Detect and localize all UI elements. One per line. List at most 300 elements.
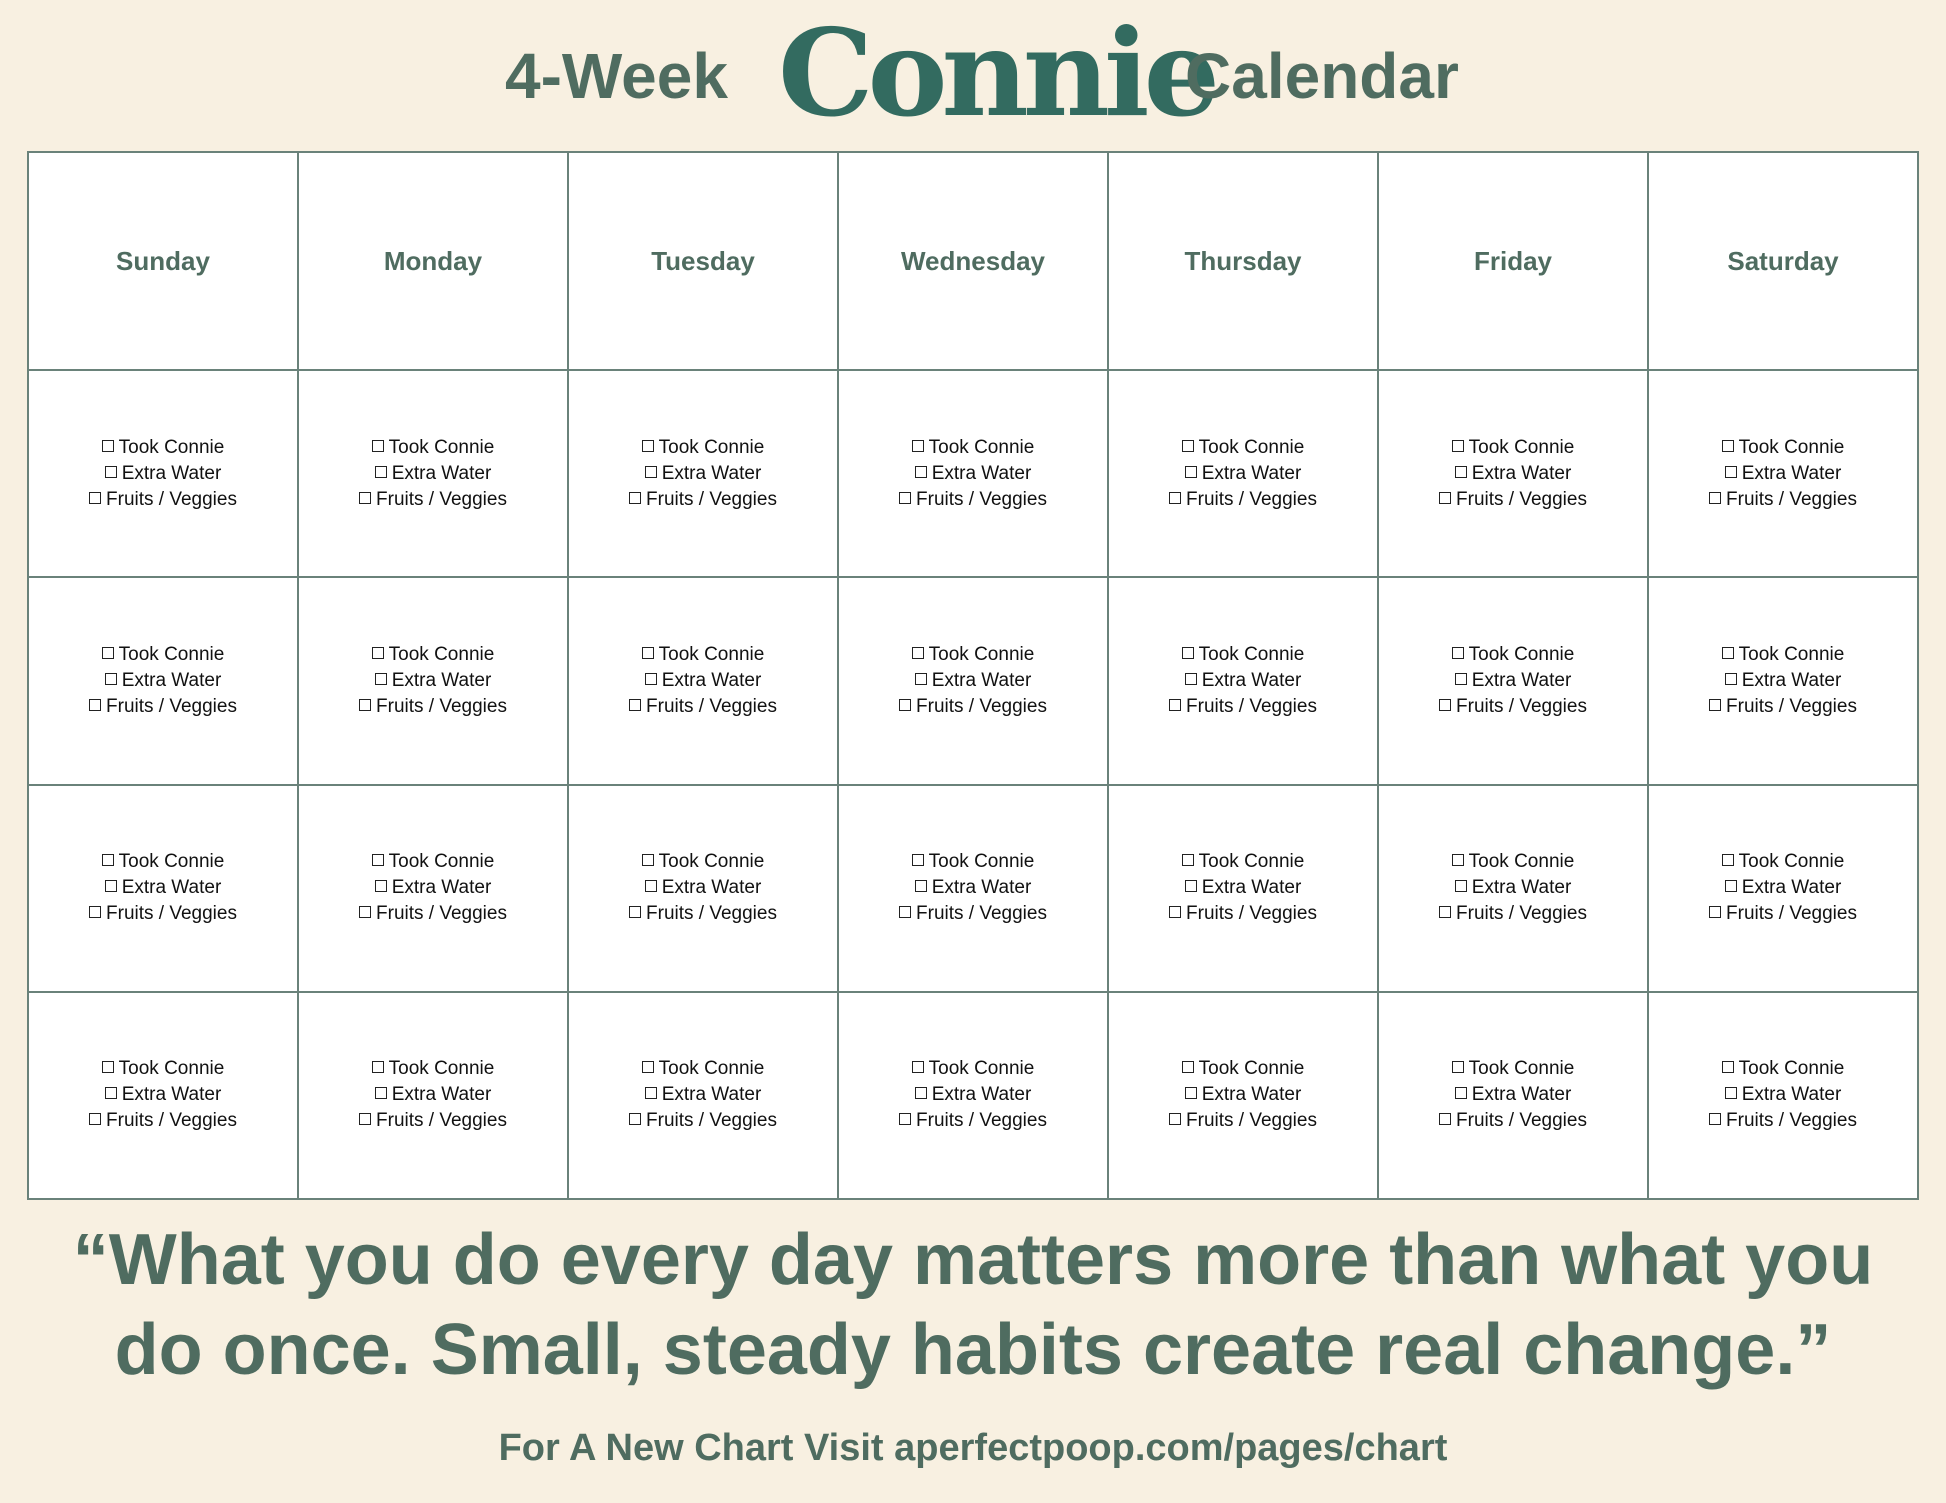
calendar-grid — [27, 151, 1919, 1200]
checklist-item[interactable] — [1709, 875, 1857, 901]
checkbox-icon[interactable] — [375, 673, 387, 685]
checklist-label: Extra Water — [391, 669, 492, 691]
checklist-item[interactable] — [359, 487, 507, 513]
checkbox-icon[interactable] — [105, 1087, 117, 1099]
checklist-label: Took Connie — [118, 643, 225, 665]
checkbox-icon[interactable] — [375, 1087, 387, 1099]
checklist-item[interactable] — [629, 435, 777, 461]
checklist-item[interactable] — [1169, 1056, 1317, 1082]
checkbox-icon[interactable] — [1439, 906, 1451, 918]
day-checklist — [629, 849, 777, 927]
checkbox-icon[interactable] — [1185, 673, 1197, 685]
day-checklist — [1709, 435, 1857, 513]
checklist-label: Extra Water — [1201, 462, 1302, 484]
checklist-label: Fruits / Veggies — [1456, 1110, 1587, 1132]
checklist-item[interactable] — [1169, 901, 1317, 927]
day-checklist — [359, 642, 507, 720]
day-checklist — [899, 849, 1047, 927]
checklist-label: Took Connie — [658, 643, 765, 665]
checkbox-icon[interactable] — [372, 647, 384, 659]
checklist-item[interactable] — [359, 642, 507, 668]
checklist-item[interactable] — [89, 668, 237, 694]
checklist-label: Took Connie — [928, 436, 1035, 458]
checklist-item[interactable] — [1439, 435, 1587, 461]
checklist-item[interactable] — [1169, 668, 1317, 694]
checklist-item[interactable] — [899, 849, 1047, 875]
checklist-label: Fruits / Veggies — [1186, 695, 1317, 717]
checkbox-icon[interactable] — [899, 906, 911, 918]
checklist-label: Fruits / Veggies — [1186, 488, 1317, 510]
day-checklist — [359, 435, 507, 513]
checkbox-icon[interactable] — [1185, 880, 1197, 892]
checklist-label: Took Connie — [658, 1058, 765, 1080]
checklist-item[interactable] — [629, 487, 777, 513]
checklist-item[interactable] — [359, 849, 507, 875]
checkbox-icon[interactable] — [1439, 492, 1451, 504]
checkbox-icon[interactable] — [1452, 1061, 1464, 1073]
checklist-item[interactable] — [629, 901, 777, 927]
checklist-item[interactable] — [899, 487, 1047, 513]
checkbox-icon[interactable] — [915, 466, 927, 478]
checklist-item[interactable] — [89, 1108, 237, 1134]
checklist-label: Extra Water — [1471, 877, 1572, 899]
checkbox-icon[interactable] — [105, 466, 117, 478]
day-cell-sunday — [28, 577, 298, 784]
checklist-label: Extra Water — [1471, 462, 1572, 484]
day-header-thursday: Thursday — [1108, 152, 1378, 370]
checkbox-icon[interactable] — [89, 699, 101, 711]
day-cell-thursday — [1108, 785, 1378, 992]
checklist-item[interactable] — [359, 1056, 507, 1082]
checklist-label: Extra Water — [391, 1084, 492, 1106]
checklist-label: Took Connie — [1198, 643, 1305, 665]
checklist-item[interactable] — [89, 875, 237, 901]
checklist-label: Took Connie — [388, 436, 495, 458]
checkbox-icon[interactable] — [1182, 440, 1194, 452]
checklist-item[interactable] — [1439, 1082, 1587, 1108]
checklist-item[interactable] — [629, 668, 777, 694]
checklist-label: Extra Water — [121, 877, 222, 899]
checklist-item[interactable] — [1709, 435, 1857, 461]
checkbox-icon[interactable] — [1185, 466, 1197, 478]
checklist-item[interactable] — [1709, 642, 1857, 668]
day-checklist — [629, 435, 777, 513]
checklist-item[interactable] — [899, 901, 1047, 927]
checklist-label: Extra Water — [1201, 877, 1302, 899]
checklist-item[interactable] — [899, 435, 1047, 461]
checklist-label: Extra Water — [661, 462, 762, 484]
checklist-item[interactable] — [899, 668, 1047, 694]
day-cell-thursday — [1108, 370, 1378, 577]
checklist-label: Fruits / Veggies — [106, 903, 237, 925]
checklist-item[interactable] — [1439, 1056, 1587, 1082]
checklist-label: Extra Water — [391, 877, 492, 899]
day-checklist — [1169, 849, 1317, 927]
checklist-item[interactable] — [1709, 849, 1857, 875]
day-cell-monday — [298, 370, 568, 577]
checklist-item[interactable] — [1439, 487, 1587, 513]
checklist-label: Fruits / Veggies — [376, 903, 507, 925]
checkbox-icon[interactable] — [102, 440, 114, 452]
checkbox-icon[interactable] — [912, 1061, 924, 1073]
checklist-item[interactable] — [1169, 849, 1317, 875]
checklist-item[interactable] — [89, 461, 237, 487]
checklist-item[interactable] — [359, 875, 507, 901]
checklist-label: Took Connie — [1738, 436, 1845, 458]
checklist-label: Fruits / Veggies — [646, 1110, 777, 1132]
day-header-tuesday: Tuesday — [568, 152, 838, 370]
checklist-item[interactable] — [1439, 875, 1587, 901]
checklist-item[interactable] — [899, 1082, 1047, 1108]
week-row-3 — [28, 785, 1918, 992]
checkbox-icon[interactable] — [912, 440, 924, 452]
checkbox-icon[interactable] — [899, 1113, 911, 1125]
checklist-item[interactable] — [359, 901, 507, 927]
day-checklist — [1169, 642, 1317, 720]
checklist-label: Fruits / Veggies — [106, 1110, 237, 1132]
checklist-item[interactable] — [1439, 461, 1587, 487]
day-header-wednesday: Wednesday — [838, 152, 1108, 370]
day-checklist — [1709, 642, 1857, 720]
day-cell-thursday — [1108, 992, 1378, 1199]
day-cell-monday — [298, 785, 568, 992]
checkbox-icon[interactable] — [1455, 880, 1467, 892]
checklist-label: Fruits / Veggies — [916, 695, 1047, 717]
checklist-label: Extra Water — [1741, 669, 1842, 691]
checklist-item[interactable] — [1439, 668, 1587, 694]
checklist-label: Fruits / Veggies — [1726, 695, 1857, 717]
checklist-label: Extra Water — [1741, 1084, 1842, 1106]
week-row-2 — [28, 577, 1918, 784]
day-cell-tuesday — [568, 785, 838, 992]
checkbox-icon[interactable] — [915, 673, 927, 685]
day-cell-wednesday — [838, 992, 1108, 1199]
checklist-item[interactable] — [629, 1082, 777, 1108]
checkbox-icon[interactable] — [1169, 906, 1181, 918]
checklist-label: Fruits / Veggies — [1186, 1110, 1317, 1132]
checkbox-icon[interactable] — [1722, 1061, 1734, 1073]
checklist-label: Extra Water — [1471, 1084, 1572, 1106]
checkbox-icon[interactable] — [1185, 1087, 1197, 1099]
day-header-sunday: Sunday — [28, 152, 298, 370]
checkbox-icon[interactable] — [1722, 854, 1734, 866]
checklist-item[interactable] — [899, 1056, 1047, 1082]
day-cell-tuesday — [568, 370, 838, 577]
checklist-label: Extra Water — [661, 877, 762, 899]
checkbox-icon[interactable] — [1455, 673, 1467, 685]
checklist-item[interactable] — [1169, 1082, 1317, 1108]
checklist-label: Fruits / Veggies — [376, 488, 507, 510]
checkbox-icon[interactable] — [642, 1061, 654, 1073]
checklist-item[interactable] — [629, 849, 777, 875]
checklist-label: Took Connie — [1468, 436, 1575, 458]
checkbox-icon[interactable] — [629, 906, 641, 918]
checklist-label: Fruits / Veggies — [1726, 1110, 1857, 1132]
day-cell-monday — [298, 992, 568, 1199]
checklist-label: Took Connie — [1738, 1058, 1845, 1080]
checkbox-icon[interactable] — [1439, 1113, 1451, 1125]
checklist-item[interactable] — [89, 694, 237, 720]
checklist-label: Extra Water — [931, 462, 1032, 484]
day-checklist — [1439, 849, 1587, 927]
checklist-item[interactable] — [1439, 849, 1587, 875]
checklist-label: Took Connie — [118, 1058, 225, 1080]
checklist-label: Fruits / Veggies — [646, 903, 777, 925]
checklist-label: Extra Water — [391, 462, 492, 484]
checkbox-icon[interactable] — [1725, 673, 1737, 685]
checklist-item[interactable] — [89, 901, 237, 927]
checklist-label: Fruits / Veggies — [916, 1110, 1047, 1132]
day-checklist — [89, 435, 237, 513]
checkbox-icon[interactable] — [375, 880, 387, 892]
checkbox-icon[interactable] — [105, 880, 117, 892]
checklist-item[interactable] — [1709, 461, 1857, 487]
checkbox-icon[interactable] — [1439, 699, 1451, 711]
checklist-label: Extra Water — [1201, 1084, 1302, 1106]
day-header-row — [28, 152, 1918, 370]
checkbox-icon[interactable] — [912, 854, 924, 866]
checkbox-icon[interactable] — [359, 906, 371, 918]
checklist-item[interactable] — [1709, 487, 1857, 513]
checklist-item[interactable] — [899, 1108, 1047, 1134]
checklist-label: Fruits / Veggies — [376, 1110, 507, 1132]
checklist-label: Took Connie — [928, 643, 1035, 665]
checkbox-icon[interactable] — [645, 1087, 657, 1099]
checklist-item[interactable] — [1169, 1108, 1317, 1134]
day-cell-friday — [1378, 992, 1648, 1199]
checkbox-icon[interactable] — [372, 1061, 384, 1073]
checklist-label: Took Connie — [388, 851, 495, 873]
checklist-item[interactable] — [89, 487, 237, 513]
checkbox-icon[interactable] — [1725, 1087, 1737, 1099]
checklist-item[interactable] — [629, 1056, 777, 1082]
checklist-label: Took Connie — [658, 436, 765, 458]
checklist-item[interactable] — [899, 694, 1047, 720]
checklist-label: Fruits / Veggies — [1186, 903, 1317, 925]
day-header-friday: Friday — [1378, 152, 1648, 370]
checkbox-icon[interactable] — [1725, 880, 1737, 892]
checklist-label: Fruits / Veggies — [916, 903, 1047, 925]
checklist-item[interactable] — [1169, 435, 1317, 461]
day-cell-thursday — [1108, 577, 1378, 784]
checklist-item[interactable] — [89, 642, 237, 668]
checkbox-icon[interactable] — [912, 647, 924, 659]
footer-link-text: For A New Chart Visit aperfectpoop.com/pages/chart — [498, 1427, 1448, 1469]
checkbox-icon[interactable] — [642, 647, 654, 659]
day-header-saturday: Saturday — [1648, 152, 1918, 370]
checkbox-icon[interactable] — [105, 673, 117, 685]
checklist-label: Extra Water — [661, 1084, 762, 1106]
checklist-item[interactable] — [1709, 901, 1857, 927]
checklist-item[interactable] — [1709, 1108, 1857, 1134]
checklist-item[interactable] — [1439, 901, 1587, 927]
day-cell-monday — [298, 577, 568, 784]
checklist-item[interactable] — [1709, 1056, 1857, 1082]
checkbox-icon[interactable] — [1182, 647, 1194, 659]
checkbox-icon[interactable] — [89, 492, 101, 504]
checkbox-icon[interactable] — [359, 699, 371, 711]
checkbox-icon[interactable] — [1709, 1113, 1721, 1125]
checklist-label: Extra Water — [1201, 669, 1302, 691]
checklist-item[interactable] — [629, 461, 777, 487]
checkbox-icon[interactable] — [1709, 906, 1721, 918]
day-cell-saturday — [1648, 785, 1918, 992]
checkbox-icon[interactable] — [629, 699, 641, 711]
checkbox-icon[interactable] — [1722, 647, 1734, 659]
checklist-label: Fruits / Veggies — [646, 488, 777, 510]
week-row-1 — [28, 370, 1918, 577]
checkbox-icon[interactable] — [1452, 647, 1464, 659]
checklist-item[interactable] — [629, 694, 777, 720]
checkbox-icon[interactable] — [89, 906, 101, 918]
checklist-item[interactable] — [1439, 694, 1587, 720]
checklist-item[interactable] — [899, 875, 1047, 901]
day-checklist — [89, 1056, 237, 1134]
checkbox-icon[interactable] — [102, 647, 114, 659]
checkbox-icon[interactable] — [645, 880, 657, 892]
checklist-label: Extra Water — [121, 1084, 222, 1106]
checkbox-icon[interactable] — [1709, 699, 1721, 711]
checklist-label: Extra Water — [661, 669, 762, 691]
checklist-item[interactable] — [629, 642, 777, 668]
checkbox-icon[interactable] — [89, 1113, 101, 1125]
day-checklist — [899, 642, 1047, 720]
checkbox-icon[interactable] — [372, 440, 384, 452]
day-checklist — [899, 1056, 1047, 1134]
day-cell-friday — [1378, 785, 1648, 992]
day-cell-wednesday — [838, 785, 1108, 992]
checklist-label: Took Connie — [1738, 643, 1845, 665]
checklist-label: Took Connie — [1468, 643, 1575, 665]
checkbox-icon[interactable] — [629, 1113, 641, 1125]
checklist-label: Took Connie — [388, 643, 495, 665]
day-cell-tuesday — [568, 992, 838, 1199]
checkbox-icon[interactable] — [645, 673, 657, 685]
checklist-label: Extra Water — [1741, 462, 1842, 484]
checkbox-icon[interactable] — [359, 492, 371, 504]
day-checklist — [899, 435, 1047, 513]
day-cell-sunday — [28, 785, 298, 992]
checklist-label: Took Connie — [388, 1058, 495, 1080]
week-row-4 — [28, 992, 1918, 1199]
checkbox-icon[interactable] — [102, 1061, 114, 1073]
checklist-item[interactable] — [89, 849, 237, 875]
checklist-item[interactable] — [89, 1056, 237, 1082]
checklist-label: Extra Water — [931, 1084, 1032, 1106]
checkbox-icon[interactable] — [642, 854, 654, 866]
day-checklist — [1439, 642, 1587, 720]
checklist-item[interactable] — [359, 668, 507, 694]
checklist-item[interactable] — [359, 461, 507, 487]
day-cell-saturday — [1648, 992, 1918, 1199]
checklist-item[interactable] — [89, 1082, 237, 1108]
day-cell-saturday — [1648, 370, 1918, 577]
day-cell-friday — [1378, 577, 1648, 784]
checklist-item[interactable] — [1169, 642, 1317, 668]
checklist-item[interactable] — [359, 1082, 507, 1108]
checklist-label: Fruits / Veggies — [1726, 903, 1857, 925]
day-checklist — [629, 642, 777, 720]
checkbox-icon[interactable] — [359, 1113, 371, 1125]
day-cell-sunday — [28, 992, 298, 1199]
checkbox-icon[interactable] — [102, 854, 114, 866]
checklist-label: Took Connie — [1198, 436, 1305, 458]
page-header — [0, 0, 1946, 150]
checklist-item[interactable] — [1439, 1108, 1587, 1134]
checklist-label: Took Connie — [1468, 851, 1575, 873]
checkbox-icon[interactable] — [1169, 699, 1181, 711]
day-cell-friday — [1378, 370, 1648, 577]
checklist-item[interactable] — [359, 694, 507, 720]
checklist-item[interactable] — [359, 1108, 507, 1134]
checkbox-icon[interactable] — [899, 492, 911, 504]
day-checklist — [1439, 435, 1587, 513]
day-checklist — [1169, 1056, 1317, 1134]
checklist-item[interactable] — [629, 1108, 777, 1134]
checkbox-icon[interactable] — [1455, 466, 1467, 478]
checklist-item[interactable] — [899, 642, 1047, 668]
checkbox-icon[interactable] — [915, 1087, 927, 1099]
checkbox-icon[interactable] — [1452, 440, 1464, 452]
connie-logo: Connie — [778, 3, 1214, 144]
checkbox-icon[interactable] — [1452, 854, 1464, 866]
checklist-label: Extra Water — [1471, 669, 1572, 691]
checklist-item[interactable] — [1169, 694, 1317, 720]
day-checklist — [1169, 435, 1317, 513]
day-checklist — [89, 849, 237, 927]
checkbox-icon[interactable] — [899, 699, 911, 711]
checklist-item[interactable] — [1169, 487, 1317, 513]
checklist-item[interactable] — [1709, 668, 1857, 694]
checkbox-icon[interactable] — [1169, 492, 1181, 504]
checkbox-icon[interactable] — [629, 492, 641, 504]
checklist-label: Fruits / Veggies — [1726, 488, 1857, 510]
checkbox-icon[interactable] — [1725, 466, 1737, 478]
checklist-label: Fruits / Veggies — [376, 695, 507, 717]
checklist-item[interactable] — [89, 435, 237, 461]
checklist-item[interactable] — [1709, 1082, 1857, 1108]
checklist-label: Took Connie — [1198, 1058, 1305, 1080]
checkbox-icon[interactable] — [1182, 1061, 1194, 1073]
checkbox-icon[interactable] — [372, 854, 384, 866]
checkbox-icon[interactable] — [915, 880, 927, 892]
checkbox-icon[interactable] — [1455, 1087, 1467, 1099]
checklist-label: Extra Water — [121, 462, 222, 484]
checklist-item[interactable] — [1169, 875, 1317, 901]
checkbox-icon[interactable] — [375, 466, 387, 478]
checkbox-icon[interactable] — [1722, 440, 1734, 452]
checkbox-icon[interactable] — [642, 440, 654, 452]
checkbox-icon[interactable] — [645, 466, 657, 478]
checklist-label: Took Connie — [658, 851, 765, 873]
day-cell-tuesday — [568, 577, 838, 784]
checkbox-icon[interactable] — [1169, 1113, 1181, 1125]
checklist-item[interactable] — [359, 435, 507, 461]
title-suffix: Calendar — [1185, 40, 1459, 112]
checklist-item[interactable] — [1709, 694, 1857, 720]
checklist-item[interactable] — [629, 875, 777, 901]
day-cell-sunday — [28, 370, 298, 577]
checklist-label: Extra Water — [931, 669, 1032, 691]
checklist-label: Took Connie — [928, 851, 1035, 873]
checkbox-icon[interactable] — [1182, 854, 1194, 866]
checklist-label: Took Connie — [1468, 1058, 1575, 1080]
checklist-item[interactable] — [899, 461, 1047, 487]
checkbox-icon[interactable] — [1709, 492, 1721, 504]
checklist-label: Took Connie — [928, 1058, 1035, 1080]
checklist-item[interactable] — [1439, 642, 1587, 668]
checklist-item[interactable] — [1169, 461, 1317, 487]
